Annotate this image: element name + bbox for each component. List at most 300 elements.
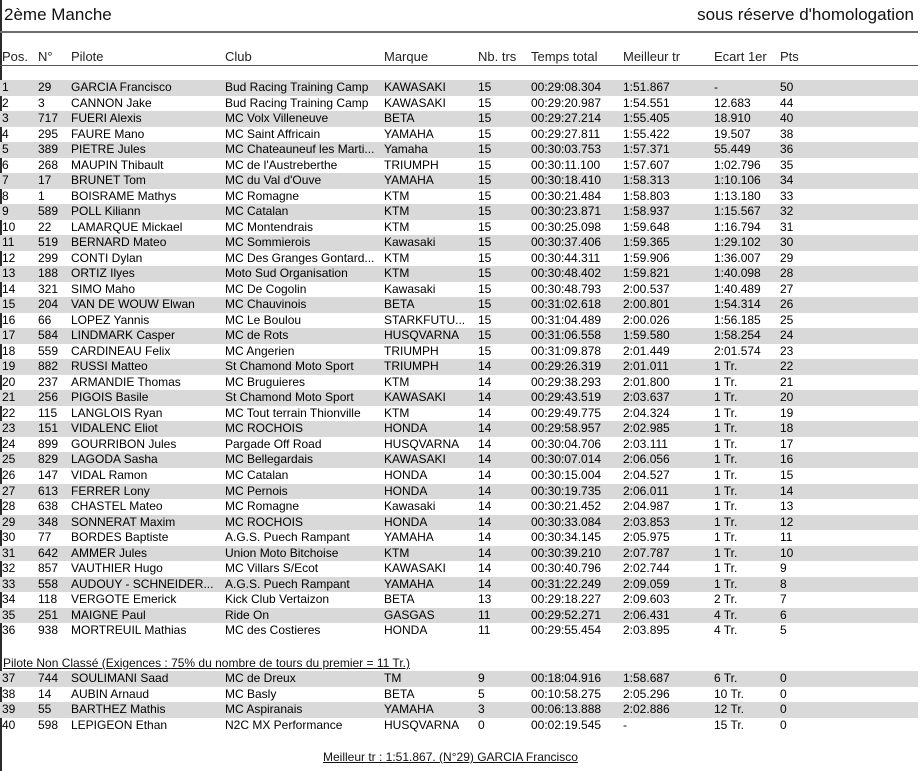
- homologation-note: sous réserve d'homologation: [697, 5, 914, 24]
- cell-marque: KAWASAKI: [384, 561, 446, 576]
- cell-temps-total: 00:31:22.249: [531, 576, 602, 591]
- cell-pts: 19: [780, 405, 794, 420]
- cell-pilote: LAGODA Sasha: [71, 452, 158, 467]
- cell-pos: 10: [2, 219, 16, 234]
- cell-ecart: 1:54.314: [714, 297, 761, 312]
- cell-ecart: 1 Tr.: [714, 436, 738, 451]
- cell-nb-trs: 14: [478, 436, 492, 451]
- cell-num: 321: [38, 281, 59, 296]
- cell-pos: 26: [2, 468, 16, 482]
- cell-pilote: MAUPIN Thibault: [71, 157, 164, 172]
- cell-pts: 18: [780, 421, 794, 436]
- cell-marque: BETA: [384, 297, 415, 312]
- cell-pts: 7: [780, 592, 787, 607]
- cell-temps-total: 00:10:58.275: [531, 686, 602, 701]
- table-row: [0, 235, 918, 251]
- cell-marque: BETA: [384, 592, 415, 607]
- cell-marque: HONDA: [384, 468, 428, 482]
- cell-meilleur-tr: 1:54.551: [623, 95, 670, 110]
- cell-nb-trs: 15: [478, 250, 492, 265]
- cell-club: MC De Cogolin: [225, 281, 307, 296]
- cell-marque: GASGAS: [384, 607, 435, 622]
- cell-nb-trs: 14: [478, 530, 492, 545]
- cell-meilleur-tr: 2:04.987: [623, 499, 670, 514]
- cell-pos: 18: [2, 343, 16, 358]
- cell-meilleur-tr: 2:01.800: [623, 374, 670, 389]
- cell-pos: 31: [2, 545, 16, 560]
- cell-num: 613: [38, 483, 59, 498]
- cell-club: MC Bellegardais: [225, 452, 314, 467]
- cell-num: 22: [38, 219, 52, 234]
- cell-marque: STARKFUTU...: [384, 312, 466, 327]
- cell-temps-total: 00:30:21.452: [531, 499, 602, 514]
- cell-pos: 3: [2, 111, 9, 126]
- cell-club: Union Moto Bitchoise: [225, 545, 339, 560]
- cell-pts: 50: [780, 80, 794, 94]
- cell-meilleur-tr: 1:57.607: [623, 157, 670, 172]
- cell-temps-total: 00:31:02.618: [531, 297, 602, 312]
- cell-marque: KTM: [384, 545, 410, 560]
- cell-num: 55: [38, 702, 52, 717]
- col-header-club: Club: [225, 49, 252, 64]
- cell-ecart: 1 Tr.: [714, 483, 738, 498]
- cell-club: A.G.S. Puech Rampant: [225, 530, 350, 545]
- cell-club: MC Pernois: [225, 483, 288, 498]
- cell-temps-total: 00:31:04.489: [531, 312, 602, 327]
- cell-ecart: 1:58.254: [714, 328, 761, 343]
- cell-nb-trs: 15: [478, 281, 492, 296]
- cell-pts: 40: [780, 111, 794, 126]
- cell-num: 251: [38, 607, 59, 622]
- cell-nb-trs: 15: [478, 142, 492, 157]
- cell-meilleur-tr: 2:04.324: [623, 405, 670, 420]
- cell-num: 717: [38, 111, 59, 126]
- col-header-ecart: Ecart 1er: [714, 49, 767, 64]
- cell-meilleur-tr: 2:06.431: [623, 607, 670, 622]
- cell-pts: 44: [780, 95, 794, 110]
- cell-club: St Chamond Moto Sport: [225, 359, 354, 374]
- cell-temps-total: 00:31:06.558: [531, 328, 602, 343]
- cell-marque: KTM: [384, 204, 410, 219]
- cell-temps-total: 00:29:27.811: [531, 126, 601, 141]
- cell-pilote: POLL Kiliann: [71, 204, 141, 219]
- col-header-temps-total: Temps total: [531, 49, 598, 64]
- cell-nb-trs: 15: [478, 219, 492, 234]
- cell-pos: 22: [2, 405, 16, 420]
- cell-num: 899: [38, 436, 59, 451]
- table-row: [0, 344, 918, 360]
- cell-pts: 21: [780, 374, 794, 389]
- cell-nb-trs: 3: [478, 702, 485, 717]
- cell-num: 642: [38, 545, 59, 560]
- cell-temps-total: 00:29:43.519: [531, 390, 602, 405]
- cell-nb-trs: 14: [478, 374, 492, 389]
- cell-marque: TRIUMPH: [384, 157, 439, 172]
- cell-temps-total: 00:29:26.319: [531, 359, 602, 374]
- table-row: [0, 111, 918, 127]
- cell-pilote: VAN DE WOUW Elwan: [71, 297, 195, 312]
- cell-temps-total: 00:29:18.227: [531, 592, 602, 607]
- table-row: [0, 623, 918, 639]
- cell-pilote: LEPIGEON Ethan: [71, 717, 168, 732]
- cell-meilleur-tr: 2:03.111: [623, 436, 668, 451]
- cell-num: 638: [38, 499, 59, 514]
- cell-club: Bud Racing Training Camp: [225, 80, 369, 94]
- page-title: 2ème Manche: [4, 5, 112, 24]
- cell-num: 77: [38, 530, 52, 545]
- cell-num: 29: [38, 80, 52, 94]
- cell-marque: KAWASAKI: [384, 390, 446, 405]
- cell-nb-trs: 15: [478, 235, 492, 250]
- cell-nb-trs: 5: [478, 686, 485, 701]
- cell-temps-total: 00:30:18.410: [531, 173, 602, 188]
- cell-meilleur-tr: 2:05.296: [623, 686, 670, 701]
- cell-marque: BETA: [384, 111, 415, 126]
- cell-num: 237: [38, 374, 59, 389]
- cell-nb-trs: 14: [478, 576, 492, 591]
- cell-nb-trs: 14: [478, 561, 492, 576]
- table-row: [0, 80, 918, 96]
- cell-pilote: AMMER Jules: [71, 545, 148, 560]
- cell-pos: 23: [2, 421, 16, 436]
- cell-pilote: SONNERAT Maxim: [71, 514, 176, 529]
- cell-marque: KTM: [384, 219, 410, 234]
- table-row: [0, 266, 918, 282]
- cell-pts: 15: [780, 468, 794, 482]
- cell-marque: KTM: [384, 405, 410, 420]
- table-row: [0, 484, 918, 500]
- cell-club: MC du Val d'Ouve: [225, 173, 322, 188]
- cell-nb-trs: 15: [478, 80, 492, 94]
- cell-pts: 32: [780, 204, 794, 219]
- cell-pilote: LOPEZ Yannis: [71, 312, 150, 327]
- cell-pilote: CANNON Jake: [71, 95, 152, 110]
- cell-pos: 28: [2, 499, 16, 514]
- cell-club: MC Catalan: [225, 468, 289, 482]
- col-header-nb-trs: Nb. trs: [478, 49, 517, 64]
- cell-ecart: 1:29.102: [714, 235, 761, 250]
- cell-meilleur-tr: 2:03.895: [623, 623, 670, 638]
- cell-club: St Chamond Moto Sport: [225, 390, 354, 405]
- cell-club: Kick Club Vertaizon: [225, 592, 330, 607]
- cell-ecart: 4 Tr.: [714, 607, 738, 622]
- table-row: [0, 313, 918, 329]
- cell-pilote: MAIGNE Paul: [71, 607, 146, 622]
- cell-pts: 17: [780, 436, 794, 451]
- cell-temps-total: 00:29:38.293: [531, 374, 602, 389]
- cell-ecart: 1 Tr.: [714, 561, 738, 576]
- cell-num: 1: [38, 188, 45, 203]
- cell-meilleur-tr: 1:57.371: [623, 142, 670, 157]
- cell-temps-total: 00:30:15.004: [531, 468, 602, 482]
- col-header-pos: Pos.: [2, 49, 29, 64]
- cell-pos: 16: [2, 312, 16, 327]
- cell-pos: 1: [2, 80, 9, 94]
- cell-pts: 36: [780, 142, 794, 157]
- cell-club: MC de Rots: [225, 328, 289, 343]
- cell-meilleur-tr: 2:07.787: [623, 545, 670, 560]
- title-divider: [0, 31, 918, 33]
- cell-num: 115: [38, 405, 58, 420]
- cell-pts: 38: [780, 126, 794, 141]
- cell-num: 558: [38, 576, 59, 591]
- cell-club: MC Bruguieres: [225, 374, 306, 389]
- cell-marque: YAMAHA: [384, 530, 434, 545]
- cell-pts: 35: [780, 157, 794, 172]
- cell-nb-trs: 14: [478, 483, 492, 498]
- cell-pos: 27: [2, 483, 16, 498]
- cell-pilote: LAMARQUE Mickael: [71, 219, 183, 234]
- cell-pilote: AUBIN Arnaud: [71, 686, 150, 701]
- cell-temps-total: 00:02:19.545: [531, 717, 602, 732]
- table-row: [0, 577, 918, 593]
- table-row: [0, 297, 918, 313]
- cell-club: MC Aspiranais: [225, 702, 303, 717]
- cell-num: 17: [38, 173, 52, 188]
- cell-num: 589: [38, 204, 59, 219]
- cell-club: MC Romagne: [225, 499, 300, 514]
- cell-num: 151: [38, 421, 59, 436]
- cell-pts: 5: [780, 623, 787, 638]
- cell-ecart: 10 Tr.: [714, 686, 745, 701]
- cell-pos: 35: [2, 607, 16, 622]
- cell-pilote: SIMO Maho: [71, 281, 136, 296]
- cell-club: MC Des Granges Gontard...: [225, 250, 375, 265]
- cell-ecart: 4 Tr.: [714, 623, 738, 638]
- cell-meilleur-tr: 2:01.011: [623, 359, 669, 374]
- cell-meilleur-tr: 1:59.365: [623, 235, 670, 250]
- cell-pts: 22: [780, 359, 794, 374]
- cell-ecart: 1 Tr.: [714, 374, 738, 389]
- cell-nb-trs: 15: [478, 297, 492, 312]
- cell-club: MC Chauvinois: [225, 297, 307, 312]
- cell-pilote: VIDAL Ramon: [71, 468, 148, 482]
- cell-temps-total: 00:30:48.402: [531, 266, 602, 281]
- cell-meilleur-tr: 1:51.867: [623, 80, 670, 94]
- cell-pilote: BERNARD Mateo: [71, 235, 167, 250]
- cell-nb-trs: 14: [478, 359, 492, 374]
- cell-nb-trs: 11: [478, 623, 491, 638]
- cell-meilleur-tr: 1:58.687: [623, 671, 670, 685]
- cell-club: MC Villars S/Ecot: [225, 561, 319, 576]
- cell-club: MC de Dreux: [225, 671, 296, 685]
- cell-temps-total: 00:30:48.793: [531, 281, 602, 296]
- cell-club: MC Basly: [225, 686, 277, 701]
- cell-temps-total: 00:29:58.957: [531, 421, 602, 436]
- cell-nb-trs: 14: [478, 545, 492, 560]
- cell-pilote: ARMANDIE Thomas: [71, 374, 181, 389]
- cell-meilleur-tr: 1:59.906: [623, 250, 670, 265]
- cell-pos: 8: [2, 188, 9, 203]
- cell-temps-total: 00:29:20.987: [531, 95, 602, 110]
- cell-marque: HUSQVARNA: [384, 328, 460, 343]
- cell-meilleur-tr: 2:02.886: [623, 702, 670, 717]
- cell-marque: KTM: [384, 250, 410, 265]
- cell-num: 519: [38, 235, 59, 250]
- cell-ecart: 55.449: [714, 142, 751, 157]
- cell-nb-trs: 15: [478, 173, 492, 188]
- cell-num: 3: [38, 95, 45, 110]
- cell-ecart: 18.910: [714, 111, 751, 126]
- cell-meilleur-tr: 2:09.059: [623, 576, 670, 591]
- cell-marque: KTM: [384, 374, 410, 389]
- col-header-meilleur-tr: Meilleur tr: [623, 49, 681, 64]
- cell-temps-total: 00:30:07.014: [531, 452, 602, 467]
- cell-temps-total: 00:29:55.454: [531, 623, 602, 638]
- table-row: [0, 158, 918, 174]
- cell-pilote: PIETRE Jules: [71, 142, 146, 157]
- col-header-pts: Pts: [780, 49, 799, 64]
- cell-club: Moto Sud Organisation: [225, 266, 348, 281]
- cell-ecart: 15 Tr.: [714, 717, 745, 732]
- cell-pos: 2: [2, 95, 9, 110]
- cell-temps-total: 00:31:09.878: [531, 343, 602, 358]
- cell-meilleur-tr: 2:00.026: [623, 312, 670, 327]
- cell-pilote: BRUNET Tom: [71, 173, 146, 188]
- cell-num: 66: [38, 312, 52, 327]
- cell-club: MC de l'Austreberthe: [225, 157, 338, 172]
- cell-nb-trs: 15: [478, 312, 492, 327]
- cell-ecart: 1 Tr.: [714, 468, 738, 482]
- cell-num: 882: [38, 359, 59, 374]
- cell-pilote: BARTHEZ Mathis: [71, 702, 166, 717]
- cell-ecart: -: [714, 80, 718, 94]
- cell-pts: 24: [780, 328, 794, 343]
- cell-temps-total: 00:18:04.916: [531, 671, 602, 685]
- cell-meilleur-tr: 1:58.313: [623, 173, 670, 188]
- cell-ecart: 1:40.489: [714, 281, 761, 296]
- cell-pilote: LINDMARK Casper: [71, 328, 176, 343]
- table-row: [0, 530, 918, 546]
- table-row: [0, 592, 918, 608]
- cell-club: MC Chateauneuf les Marti...: [225, 142, 375, 157]
- cell-pos: 24: [2, 436, 16, 451]
- cell-num: 744: [38, 671, 59, 685]
- header-divider: [0, 65, 918, 66]
- cell-marque: KTM: [384, 188, 410, 203]
- cell-num: 118: [38, 592, 58, 607]
- cell-nb-trs: 15: [478, 126, 492, 141]
- cell-club: N2C MX Performance: [225, 717, 343, 732]
- cell-pos: 19: [2, 359, 16, 374]
- cell-pilote: BORDES Baptiste: [71, 530, 169, 545]
- cell-pos: 34: [2, 592, 16, 607]
- cell-pilote: ORTIZ Ilyes: [71, 266, 135, 281]
- table-row: [0, 687, 918, 703]
- cell-num: 295: [38, 126, 59, 141]
- cell-pts: 6: [780, 607, 787, 622]
- cell-marque: KAWASAKI: [384, 80, 446, 94]
- cell-marque: TRIUMPH: [384, 359, 439, 374]
- cell-ecart: 2:01.574: [714, 343, 761, 358]
- cell-marque: TRIUMPH: [384, 343, 439, 358]
- cell-club: MC Sommierois: [225, 235, 311, 250]
- cell-marque: YAMAHA: [384, 173, 434, 188]
- cell-pilote: CONTI Dylan: [71, 250, 143, 265]
- cell-marque: TM: [384, 671, 402, 685]
- cell-pos: 32: [2, 561, 16, 576]
- cell-meilleur-tr: 2:03.853: [623, 514, 670, 529]
- table-row: [0, 702, 918, 718]
- cell-ecart: 19.507: [714, 126, 751, 141]
- cell-temps-total: 00:30:39.210: [531, 545, 602, 560]
- cell-pts: 0: [780, 686, 787, 701]
- cell-marque: Kawasaki: [384, 499, 436, 514]
- cell-ecart: 1 Tr.: [714, 545, 738, 560]
- table-row: [0, 142, 918, 158]
- cell-num: 147: [38, 468, 59, 482]
- cell-club: MC Saint Affricain: [225, 126, 321, 141]
- cell-nb-trs: 14: [478, 421, 492, 436]
- cell-num: 256: [38, 390, 59, 405]
- cell-pts: 14: [780, 483, 794, 498]
- cell-pts: 25: [780, 312, 794, 327]
- cell-pos: 38: [2, 686, 16, 701]
- cell-marque: BETA: [384, 686, 415, 701]
- cell-pos: 15: [2, 297, 16, 312]
- cell-meilleur-tr: 1:58.803: [623, 188, 670, 203]
- table-row: [0, 328, 918, 344]
- cell-ecart: 1:56.185: [714, 312, 761, 327]
- table-row: [0, 96, 918, 112]
- cell-temps-total: 00:30:03.753: [531, 142, 602, 157]
- table-row: [0, 220, 918, 236]
- cell-pos: 33: [2, 576, 16, 591]
- cell-marque: KAWASAKI: [384, 452, 446, 467]
- cell-pts: 20: [780, 390, 794, 405]
- table-row: [0, 608, 918, 624]
- cell-ecart: 1 Tr.: [714, 514, 738, 529]
- cell-temps-total: 00:30:19.735: [531, 483, 602, 498]
- table-row: [0, 375, 918, 391]
- cell-pts: 30: [780, 235, 794, 250]
- cell-nb-trs: 14: [478, 452, 492, 467]
- cell-club: MC Montendrais: [225, 219, 314, 234]
- cell-pos: 25: [2, 452, 16, 467]
- cell-pilote: PIGOIS Basile: [71, 390, 149, 405]
- cell-ecart: 1:16.794: [714, 219, 761, 234]
- cell-temps-total: 00:30:40.796: [531, 561, 602, 576]
- cell-pos: 36: [2, 623, 16, 638]
- cell-pts: 0: [780, 717, 787, 732]
- cell-temps-total: 00:30:44.311: [531, 250, 601, 265]
- table-row: [0, 499, 918, 515]
- cell-ecart: 1 Tr.: [714, 499, 738, 514]
- cell-num: 389: [38, 142, 59, 157]
- cell-temps-total: 00:30:23.871: [531, 204, 602, 219]
- cell-ecart: 1:40.098: [714, 266, 761, 281]
- cell-marque: Yamaha: [384, 142, 428, 157]
- cell-pts: 16: [780, 452, 794, 467]
- cell-meilleur-tr: 2:01.449: [623, 343, 670, 358]
- cell-pts: 11: [780, 530, 793, 545]
- cell-pilote: LANGLOIS Ryan: [71, 405, 163, 420]
- cell-pos: 40: [2, 717, 16, 732]
- cell-pos: 13: [2, 266, 16, 281]
- cell-ecart: 1 Tr.: [714, 359, 738, 374]
- cell-marque: HONDA: [384, 514, 428, 529]
- cell-pilote: SOULIMANI Saad: [71, 671, 169, 685]
- cell-pos: 29: [2, 514, 16, 529]
- table-row: [0, 127, 918, 143]
- cell-num: 857: [38, 561, 59, 576]
- cell-club: MC ROCHOIS: [225, 421, 303, 436]
- cell-temps-total: 00:30:33.084: [531, 514, 602, 529]
- cell-pilote: GOURRIBON Jules: [71, 436, 177, 451]
- cell-ecart: 1:36.007: [714, 250, 761, 265]
- table-row: [0, 189, 918, 205]
- cell-temps-total: 00:29:52.271: [531, 607, 602, 622]
